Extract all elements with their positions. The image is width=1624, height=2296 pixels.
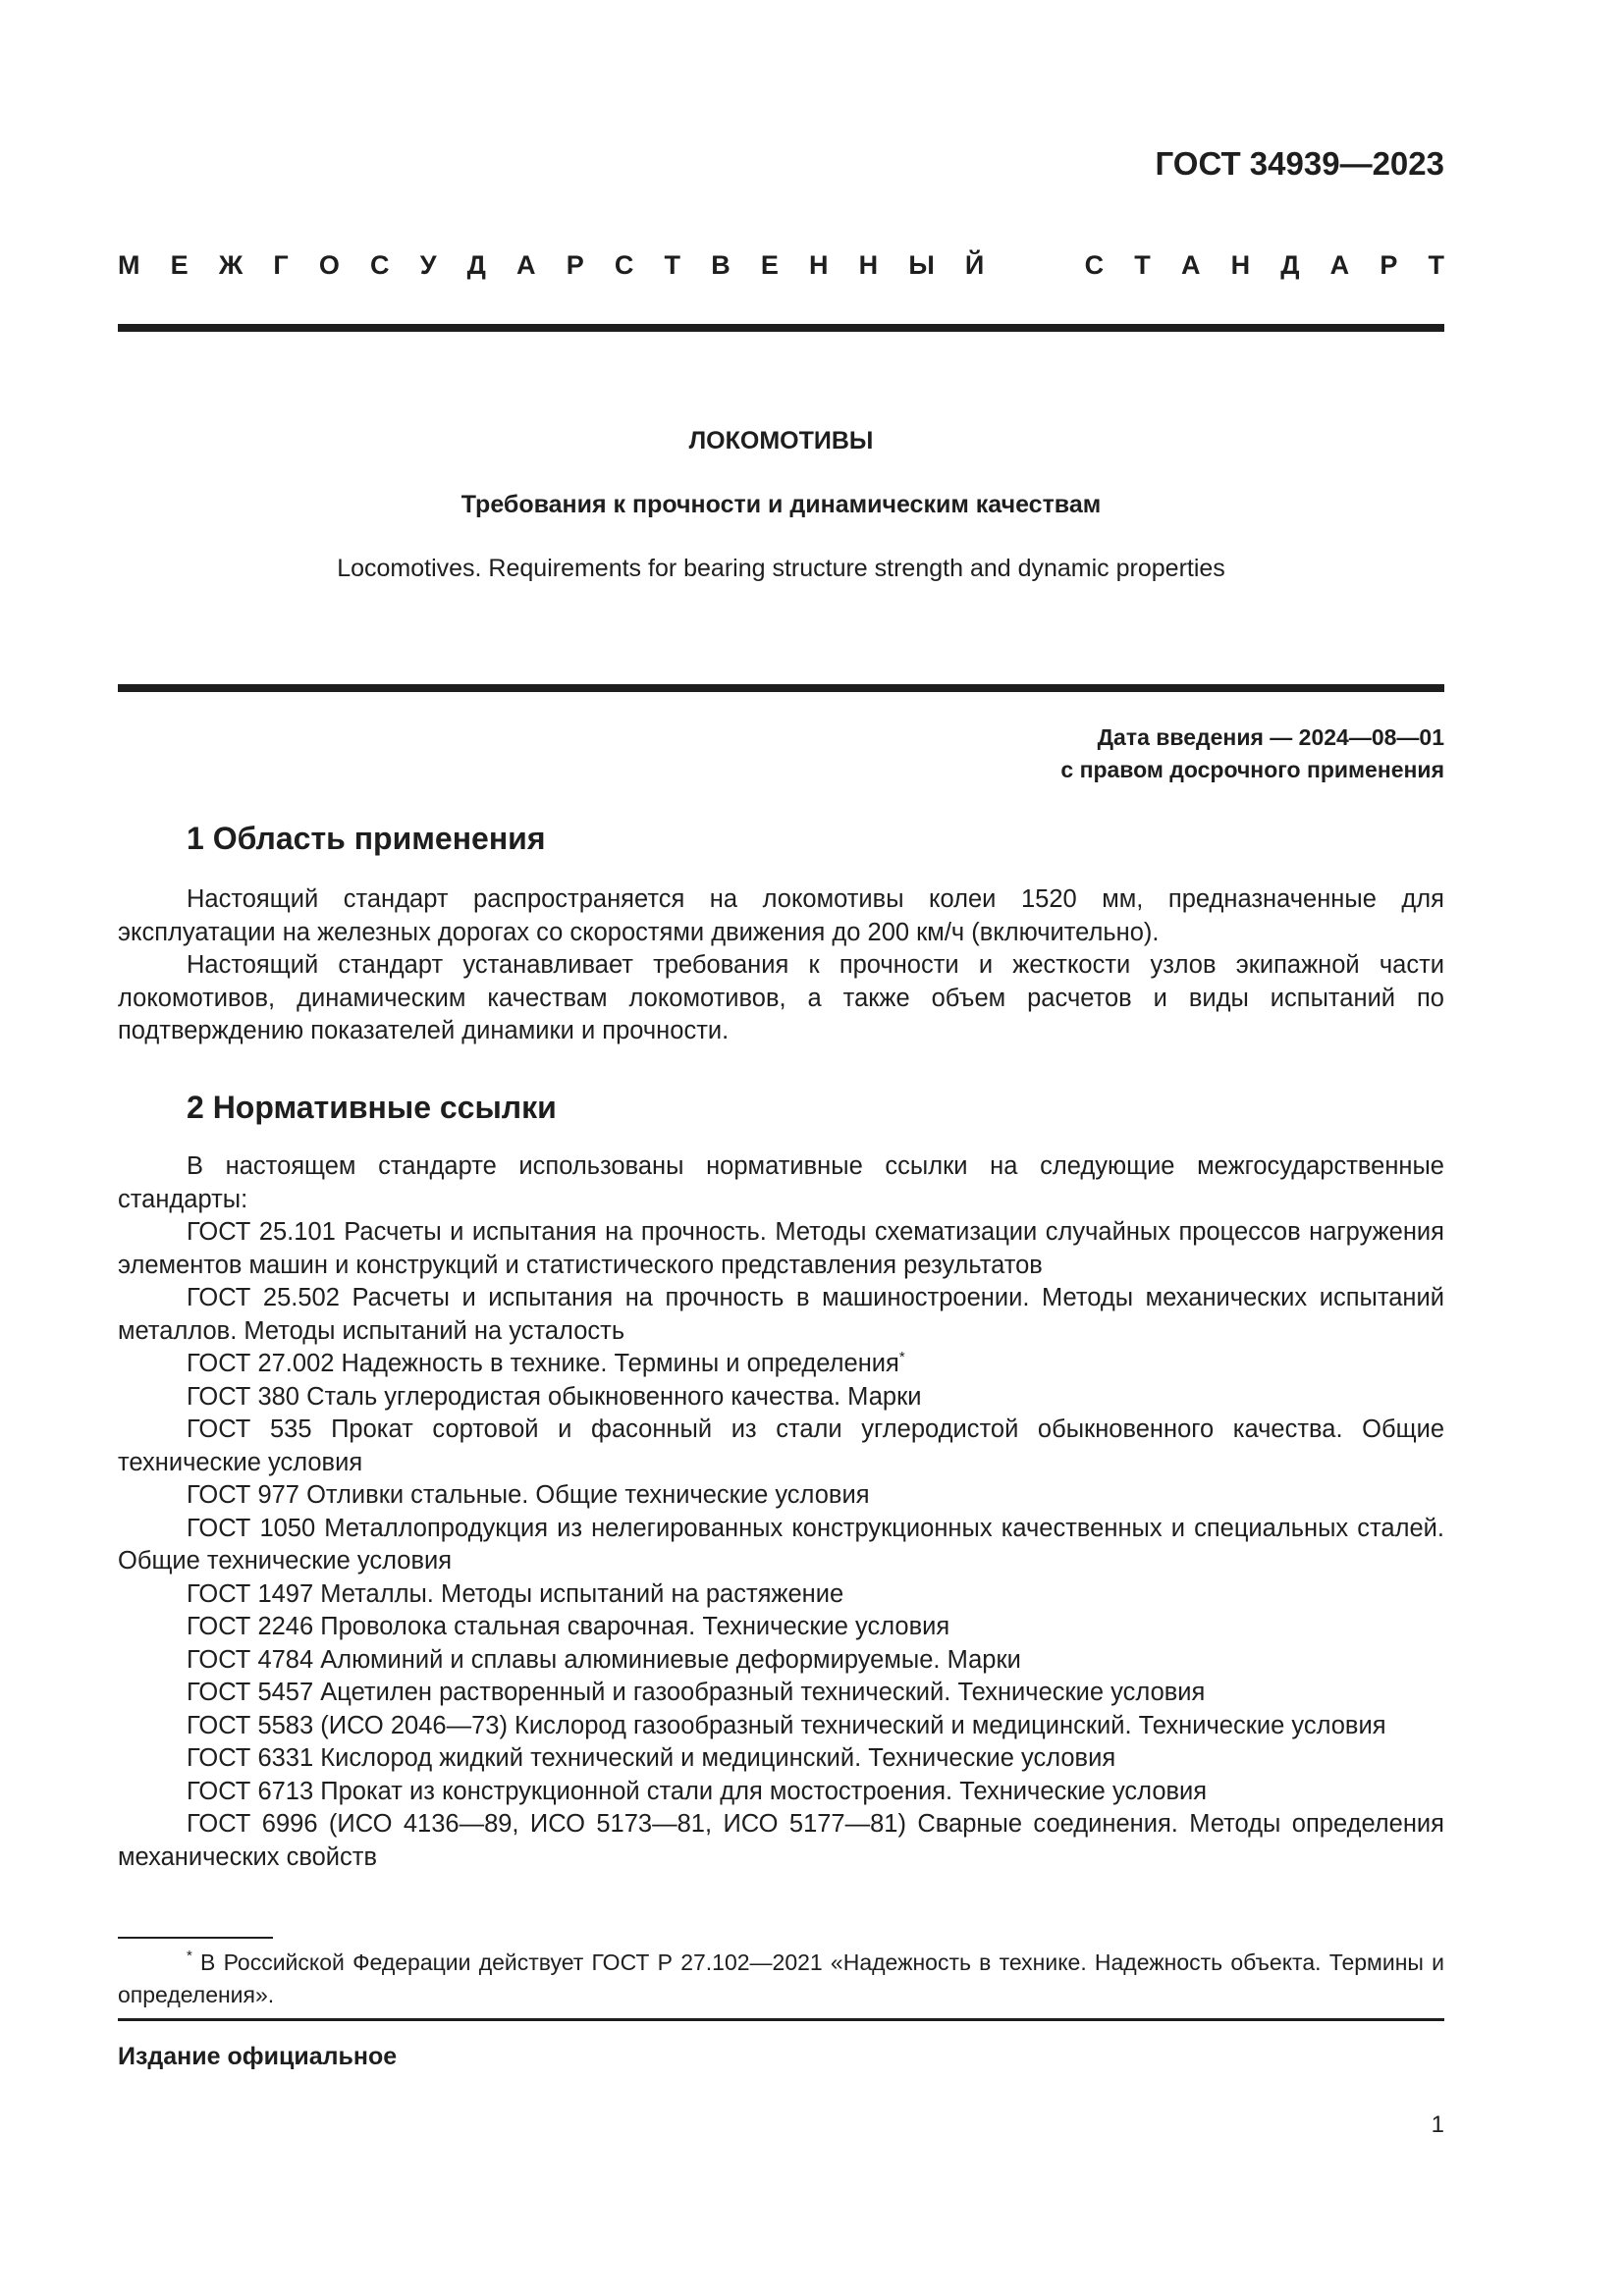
reference-text: ГОСТ 6331 Кислород жидкий технический и медицинский. Технические условия bbox=[187, 1744, 1116, 1772]
reference-item bbox=[118, 1513, 1444, 1578]
reference-item bbox=[118, 1742, 1444, 1776]
document-title: ЛОКОМОТИВЫ bbox=[688, 427, 874, 454]
category-letter: Е bbox=[170, 250, 189, 280]
reference-item bbox=[118, 1282, 1444, 1348]
footnote-separator bbox=[118, 1937, 273, 1939]
category-letter: Н bbox=[1230, 250, 1251, 280]
reference-text: ГОСТ 6996 (ИСО 4136—89, ИСО 5173—81, ИСО 5177—81) Сварные соединения. Методы определения механических свойств bbox=[118, 1810, 1444, 1871]
section-references-body bbox=[118, 1150, 1444, 1874]
reference-item bbox=[118, 1710, 1444, 1743]
category-letter: А bbox=[1180, 250, 1201, 280]
header-divider bbox=[118, 324, 1444, 332]
document-title-english: Locomotives. Requirements for bearing structure strength and dynamic properties bbox=[337, 555, 1225, 582]
reference-text: ГОСТ 2246 Проволока стальная сварочная. Технические условия bbox=[187, 1613, 950, 1640]
reference-item bbox=[118, 1578, 1444, 1612]
category-letter: Т bbox=[1134, 250, 1151, 280]
category-word-gap bbox=[1014, 250, 1054, 281]
category-letter: Е bbox=[760, 250, 779, 280]
introduction-date bbox=[1060, 721, 1444, 786]
section-heading-scope: 1 Область применения bbox=[187, 821, 546, 856]
footnote-text: В Российской Федерации действует ГОСТ Р 27.102—2021 «Надежность в технике. Надежность объекта. Термины и определения». bbox=[118, 1949, 1444, 2007]
paragraph: Настоящий стандарт распространяется на локомотивы колеи 1520 мм, предназначенные для эксплуатации на железных дорогах со скоростями движения до 200 км/ч (включительно). bbox=[118, 885, 1444, 946]
section-heading-references: 2 Нормативные ссылки bbox=[187, 1090, 557, 1125]
category-letter: А bbox=[1329, 250, 1350, 280]
reference-item bbox=[118, 1677, 1444, 1710]
category-letter: Н bbox=[809, 250, 829, 280]
category-letter: Н bbox=[858, 250, 879, 280]
category-letter: У bbox=[419, 250, 437, 280]
reference-text: ГОСТ 1050 Металлопродукция из нелегированных конструкционных качественных и специальных сталей. Общие технические условия bbox=[118, 1514, 1444, 1575]
reference-item bbox=[118, 1414, 1444, 1479]
category-letter: Т bbox=[1428, 250, 1444, 280]
reference-text: ГОСТ 27.002 Надежность в технике. Термины и определения bbox=[187, 1350, 899, 1377]
category-letter: А bbox=[516, 250, 536, 280]
category-letter: Ы bbox=[908, 250, 935, 280]
page-number: 1 bbox=[1431, 2111, 1444, 2138]
footnote bbox=[118, 1947, 1444, 2011]
category-letter: В bbox=[711, 250, 731, 280]
section-scope-body bbox=[118, 883, 1444, 1048]
reference-item bbox=[118, 1644, 1444, 1678]
reference-text: ГОСТ 1497 Металлы. Методы испытаний на растяжение bbox=[187, 1579, 844, 1608]
edition-label: Издание официальное bbox=[118, 2043, 398, 2070]
reference-item bbox=[118, 1216, 1444, 1282]
title-divider bbox=[118, 684, 1444, 692]
category-letter: С bbox=[370, 250, 390, 280]
reference-item bbox=[118, 1611, 1444, 1644]
category-letter: Й bbox=[964, 250, 985, 280]
reference-text: ГОСТ 380 Сталь углеродистая обыкновенного качества. Марки bbox=[187, 1382, 922, 1411]
footer-divider bbox=[118, 2018, 1444, 2021]
reference-text: ГОСТ 5457 Ацетилен растворенный и газообразный технический. Технические условия bbox=[187, 1679, 1206, 1706]
category-letter: О bbox=[318, 250, 340, 280]
reference-text: ГОСТ 535 Прокат сортовой и фасонный из стали углеродистой обыкновенного качества. Общие технические условия bbox=[118, 1415, 1444, 1476]
reference-text: ГОСТ 4784 Алюминий и сплавы алюминиевые деформируемые. Марки bbox=[187, 1645, 1021, 1674]
category-letter: Д bbox=[1280, 250, 1300, 280]
reference-text: ГОСТ 5583 (ИСО 2046—73) Кислород газообразный технический и медицинский. Технические условия bbox=[187, 1711, 1386, 1739]
category-letter: Ж bbox=[218, 250, 244, 280]
reference-item bbox=[118, 1776, 1444, 1809]
reference-text: ГОСТ 6713 Прокат из конструкционной стали для мостостроения. Технические условия bbox=[187, 1777, 1208, 1805]
reference-item bbox=[118, 1381, 1444, 1415]
category-letter: Р bbox=[566, 250, 584, 280]
category-letter: М bbox=[118, 250, 140, 280]
reference-text: ГОСТ 25.101 Расчеты и испытания на прочность. Методы схематизации случайных процессов нагружения элементов машин и конструкций и статистического представления результатов bbox=[118, 1218, 1444, 1279]
reference-item bbox=[118, 1479, 1444, 1513]
category-letter: Р bbox=[1380, 250, 1398, 280]
introduction-date-line: Дата введения — 2024—08—01 bbox=[1097, 724, 1444, 750]
footnote-mark: * bbox=[187, 1948, 192, 1964]
document-subtitle: Требования к прочности и динамическим качествам bbox=[460, 491, 1102, 518]
category-letter: С bbox=[1084, 250, 1105, 280]
reference-item bbox=[118, 1348, 1444, 1381]
category-letter: Д bbox=[466, 250, 486, 280]
category-banner bbox=[118, 250, 1444, 281]
reference-text: ГОСТ 977 Отливки стальные. Общие технические условия bbox=[187, 1481, 870, 1509]
category-letter: С bbox=[614, 250, 634, 280]
category-letter: Г bbox=[273, 250, 289, 280]
document-number: ГОСТ 34939—2023 bbox=[1155, 145, 1444, 182]
category-letter: Т bbox=[664, 250, 681, 280]
footnote-marker: * bbox=[898, 1349, 905, 1365]
reference-item bbox=[118, 1808, 1444, 1874]
early-application-line: с правом досрочного применения bbox=[1060, 757, 1444, 782]
paragraph: Настоящий стандарт устанавливает требования к прочности и жесткости узлов экипажной части локомотивов, динамическим качествам локомотивов, а также объем расчетов и виды испытаний по подтверждению показателей динамики и прочности. bbox=[118, 951, 1444, 1044]
reference-text: ГОСТ 25.502 Расчеты и испытания на прочность в машиностроении. Методы механических испытаний металлов. Методы испытаний на усталость bbox=[118, 1284, 1444, 1345]
paragraph: В настоящем стандарте использованы нормативные ссылки на следующие межгосударственные стандарты: bbox=[118, 1152, 1444, 1213]
